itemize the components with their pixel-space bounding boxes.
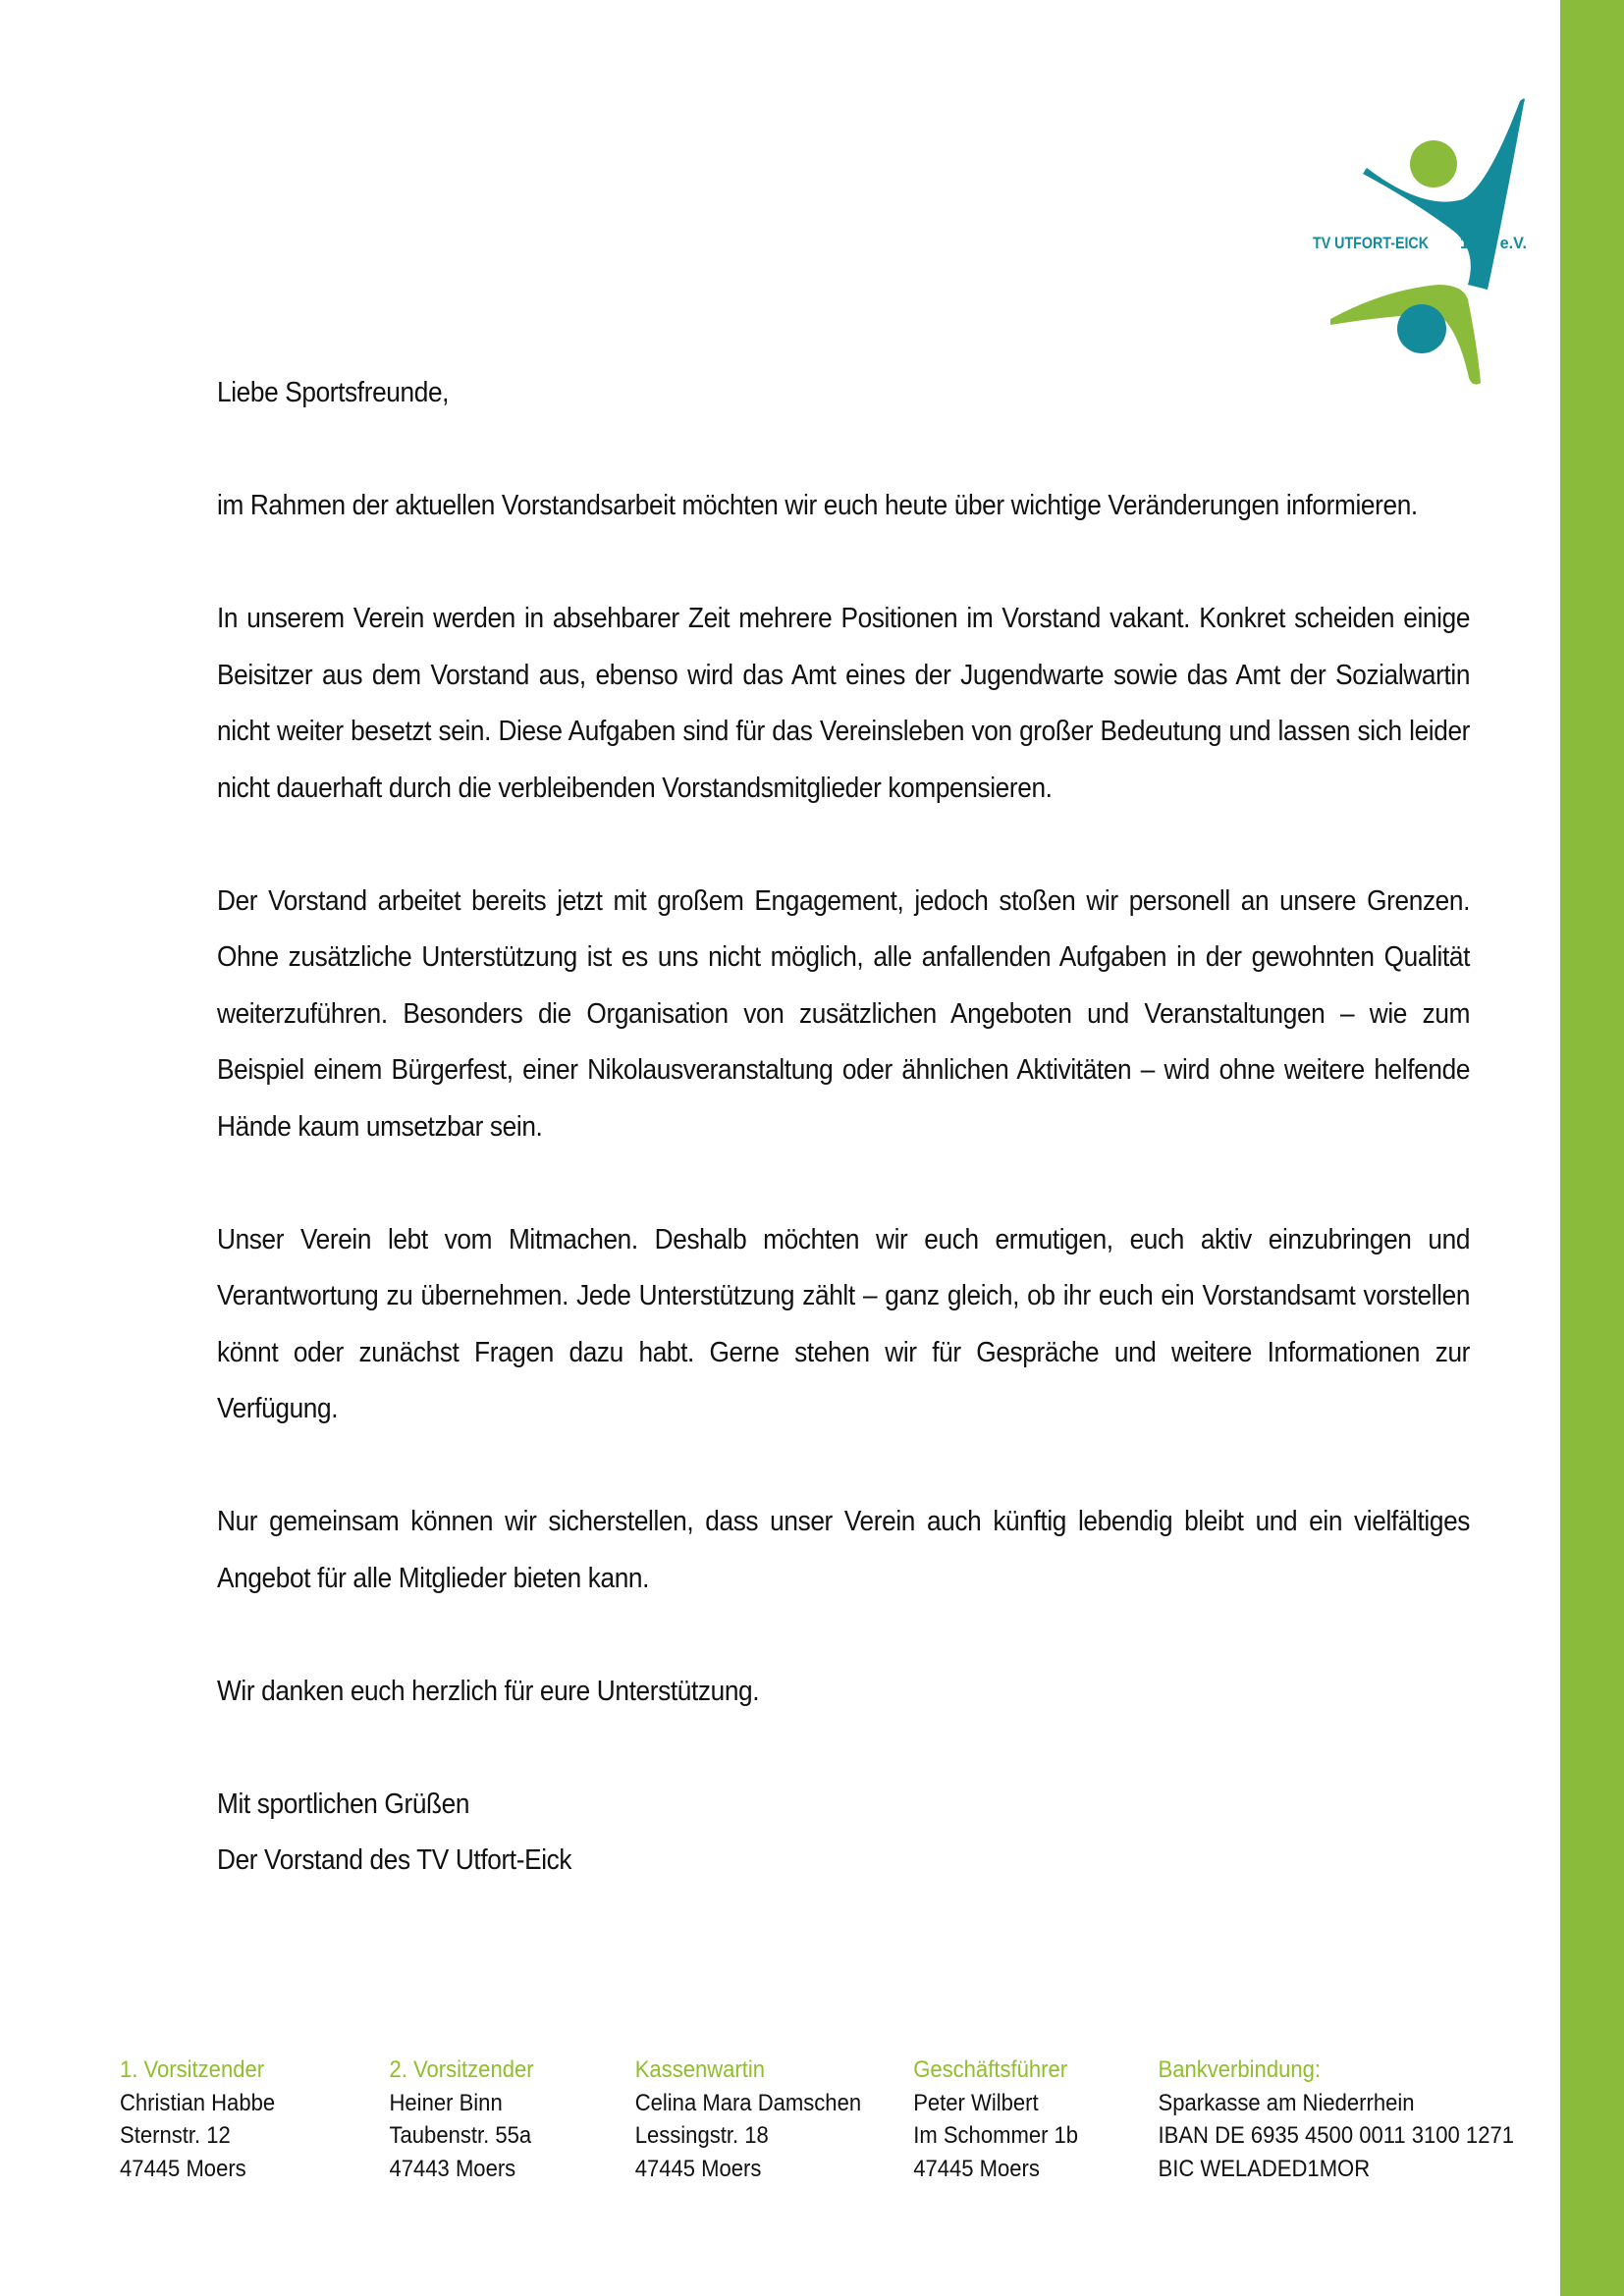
footer-line: Taubenstr. 55a <box>389 2122 532 2149</box>
footer-column-treasurer <box>635 2054 861 2185</box>
club-logo <box>1306 93 1542 388</box>
paragraph: Unser Verein lebt vom Mitmachen. Deshalb möchten wir euch ermutigen, euch aktiv einzubringen und Verantwortung zu übernehmen. Jede Unterstützung zählt – ganz gleich, ob ihr euch ein Vorstandsamt vorstellen könnt oder zunächst Fragen dazu habt. Gerne stehen wir für Gespräche und weitere Informationen zur Verfügung. <box>217 1223 1471 1424</box>
footer-column-bank-details <box>1159 2054 1514 2185</box>
logo-teal-figure <box>1363 98 1525 290</box>
logo-text-left: TV UTFORT-EICK <box>1313 234 1430 252</box>
footer-heading: 1. Vorsitzender <box>120 2056 265 2083</box>
footer-line: Im Schommer 1b <box>913 2122 1079 2149</box>
footer-column-chairman <box>120 2054 275 2185</box>
footer-line: 47445 Moers <box>120 2155 246 2182</box>
signature: Der Vorstand des TV Utfort-Eick <box>217 1844 572 1876</box>
footer-line: Celina Mara Damschen <box>634 2089 862 2116</box>
salutation: Liebe Sportsfreunde, <box>217 377 450 408</box>
footer-line: BIC WELADED1MOR <box>1158 2155 1371 2182</box>
footer-line: 47445 Moers <box>913 2155 1040 2182</box>
footer-column-managing-director <box>913 2054 1078 2185</box>
logo-green-head <box>1410 140 1457 187</box>
logo-teal-circle <box>1397 304 1446 353</box>
footer-line: 47443 Moers <box>389 2155 516 2182</box>
letter-body <box>217 365 1470 1890</box>
paragraph: im Rahmen der aktuellen Vorstandsarbeit möchten wir euch heute über wichtige Veränderungen informieren. <box>217 490 1418 521</box>
footer-line: Lessingstr. 18 <box>634 2122 769 2149</box>
paragraph: Wir danken euch herzlich für eure Unterstützung. <box>217 1675 760 1707</box>
footer-line: IBAN DE 6935 4500 0011 3100 1271 <box>1158 2122 1514 2149</box>
footer-heading: Bankverbindung: <box>1158 2056 1322 2083</box>
footer-line: Peter Wilbert <box>913 2089 1039 2116</box>
footer-heading: 2. Vorsitzender <box>389 2056 534 2083</box>
paragraph: Der Vorstand arbeitet bereits jetzt mit großem Engagement, jedoch stoßen wir personell an unsere Grenzen. Ohne zusätzliche Unterstützung ist es uns nicht möglich, alle anfallenden Aufgaben in der gewohnten Qualität weiterzuführen. Besonders die Organisation von zusätzlichen Angeboten und Veranstaltungen – wie zum Beispiel einem Bürgerfest, einer Nikolausveranstaltung oder ähnlichen Aktivitäten – wird ohne weitere helfende Hände kaum umsetzbar sein. <box>217 884 1471 1143</box>
footer-line: Sternstr. 12 <box>120 2122 231 2149</box>
paragraph: Nur gemeinsam können wir sicherstellen, dass unser Verein auch künftig lebendig bleibt und ein vielfältiges Angebot für alle Mitglieder bieten kann. <box>217 1506 1471 1594</box>
decorative-side-bar <box>1560 0 1624 2296</box>
logo-text-right: 1981 e.V. <box>1460 234 1527 252</box>
club-logo-icon <box>1306 93 1542 388</box>
paragraph: In unserem Verein werden in absehbarer Zeit mehrere Positionen im Vorstand vakant. Konkret scheiden einige Beisitzer aus dem Vorstand aus, ebenso wird das Amt eines der Jugendwarte sowie das Amt der Sozialwartin nicht weiter besetzt sein. Diese Aufgaben sind für das Vereinsleben von großer Bedeutung und lassen sich leider nicht dauerhaft durch die verbleibenden Vorstandsmitglieder kompensieren. <box>217 603 1471 804</box>
footer-heading: Kassenwartin <box>634 2056 766 2083</box>
footer-column-vice-chairman <box>390 2054 534 2185</box>
footer-line: 47445 Moers <box>634 2155 762 2182</box>
footer-heading: Geschäftsführer <box>913 2056 1068 2083</box>
footer-line: Sparkasse am Niederrhein <box>1158 2089 1415 2116</box>
footer-line: Heiner Binn <box>389 2089 503 2116</box>
footer-line: Christian Habbe <box>120 2089 276 2116</box>
closing: Mit sportlichen Grüßen <box>217 1788 470 1820</box>
